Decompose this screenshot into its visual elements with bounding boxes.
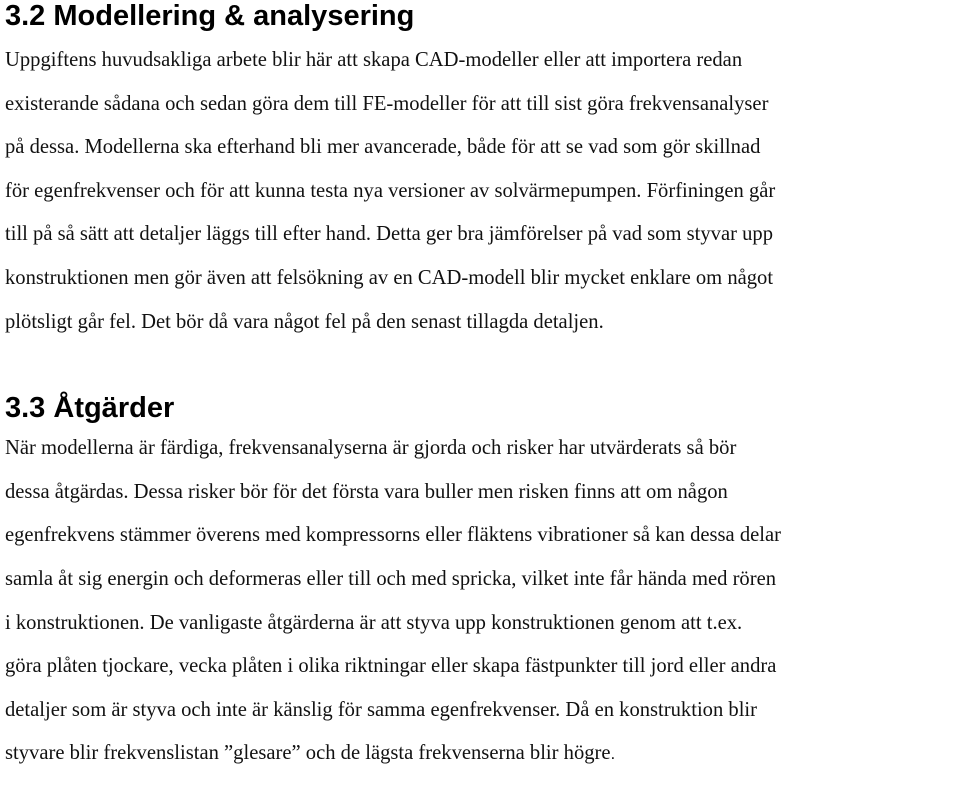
text-line: samla åt sig energin och deformeras eller till och med spricka, vilket inte får hända med rören: [5, 567, 777, 590]
text-line: Uppgiftens huvudsakliga arbete blir här att skapa CAD-modeller eller att importera redan: [5, 49, 743, 71]
text-line-final-body: styvare blir frekvenslistan ”glesare” och de lägsta frekvenserna blir högre: [5, 742, 611, 765]
section-heading-3-3: 3.3 Åtgärder: [5, 392, 175, 425]
text-line: plötsligt går fel. Det bör då vara något fel på den senast tillagda detaljen.: [5, 310, 604, 333]
text-line: i konstruktionen. De vanligaste åtgärderna är att styva upp konstruktionen genom att t.ex.: [5, 611, 743, 634]
section-heading-3-2: 3.2 Modellering & analysering: [5, 0, 415, 32]
text-line: konstruktionen men gör även att felsökning av en CAD-modell blir mycket enklare om något: [5, 266, 774, 289]
text-line: på dessa. Modellerna ska efterhand bli mer avancerade, både för att se vad som gör skillnad: [5, 136, 761, 159]
text-line-final: [5, 732, 957, 776]
text-line: till på så sätt att detaljer läggs till efter hand. Detta ger bra jämförelser på vad som styvar upp: [5, 223, 774, 246]
final-period: .: [610, 744, 616, 764]
text-line: När modellerna är färdiga, frekvensanalyserna är gjorda och risker har utvärderats så bör: [5, 437, 737, 460]
text-line: för egenfrekvenser och för att kunna testa nya versioner av solvärmepumpen. Förfiningen går: [5, 179, 776, 202]
text-line: dessa åtgärdas. Dessa risker bör för det första vara buller men risken finns att om någon: [5, 480, 728, 503]
paragraph-modellering: [5, 39, 957, 344]
document-page: [5, 0, 957, 776]
paragraph-atgarder: [5, 427, 957, 776]
text-line: detaljer som är styva och inte är känslig för samma egenfrekvenser. Då en konstruktion blir: [5, 698, 758, 721]
text-line: egenfrekvens stämmer överens med kompressorns eller fläktens vibrationer så kan dessa delar: [5, 524, 781, 547]
text-line: göra plåten tjockare, vecka plåten i olika riktningar eller skapa fästpunkter till jord eller andra: [5, 655, 777, 678]
text-line: existerande sådana och sedan göra dem till FE-modeller för att till sist göra frekvensanalyser: [5, 92, 769, 115]
